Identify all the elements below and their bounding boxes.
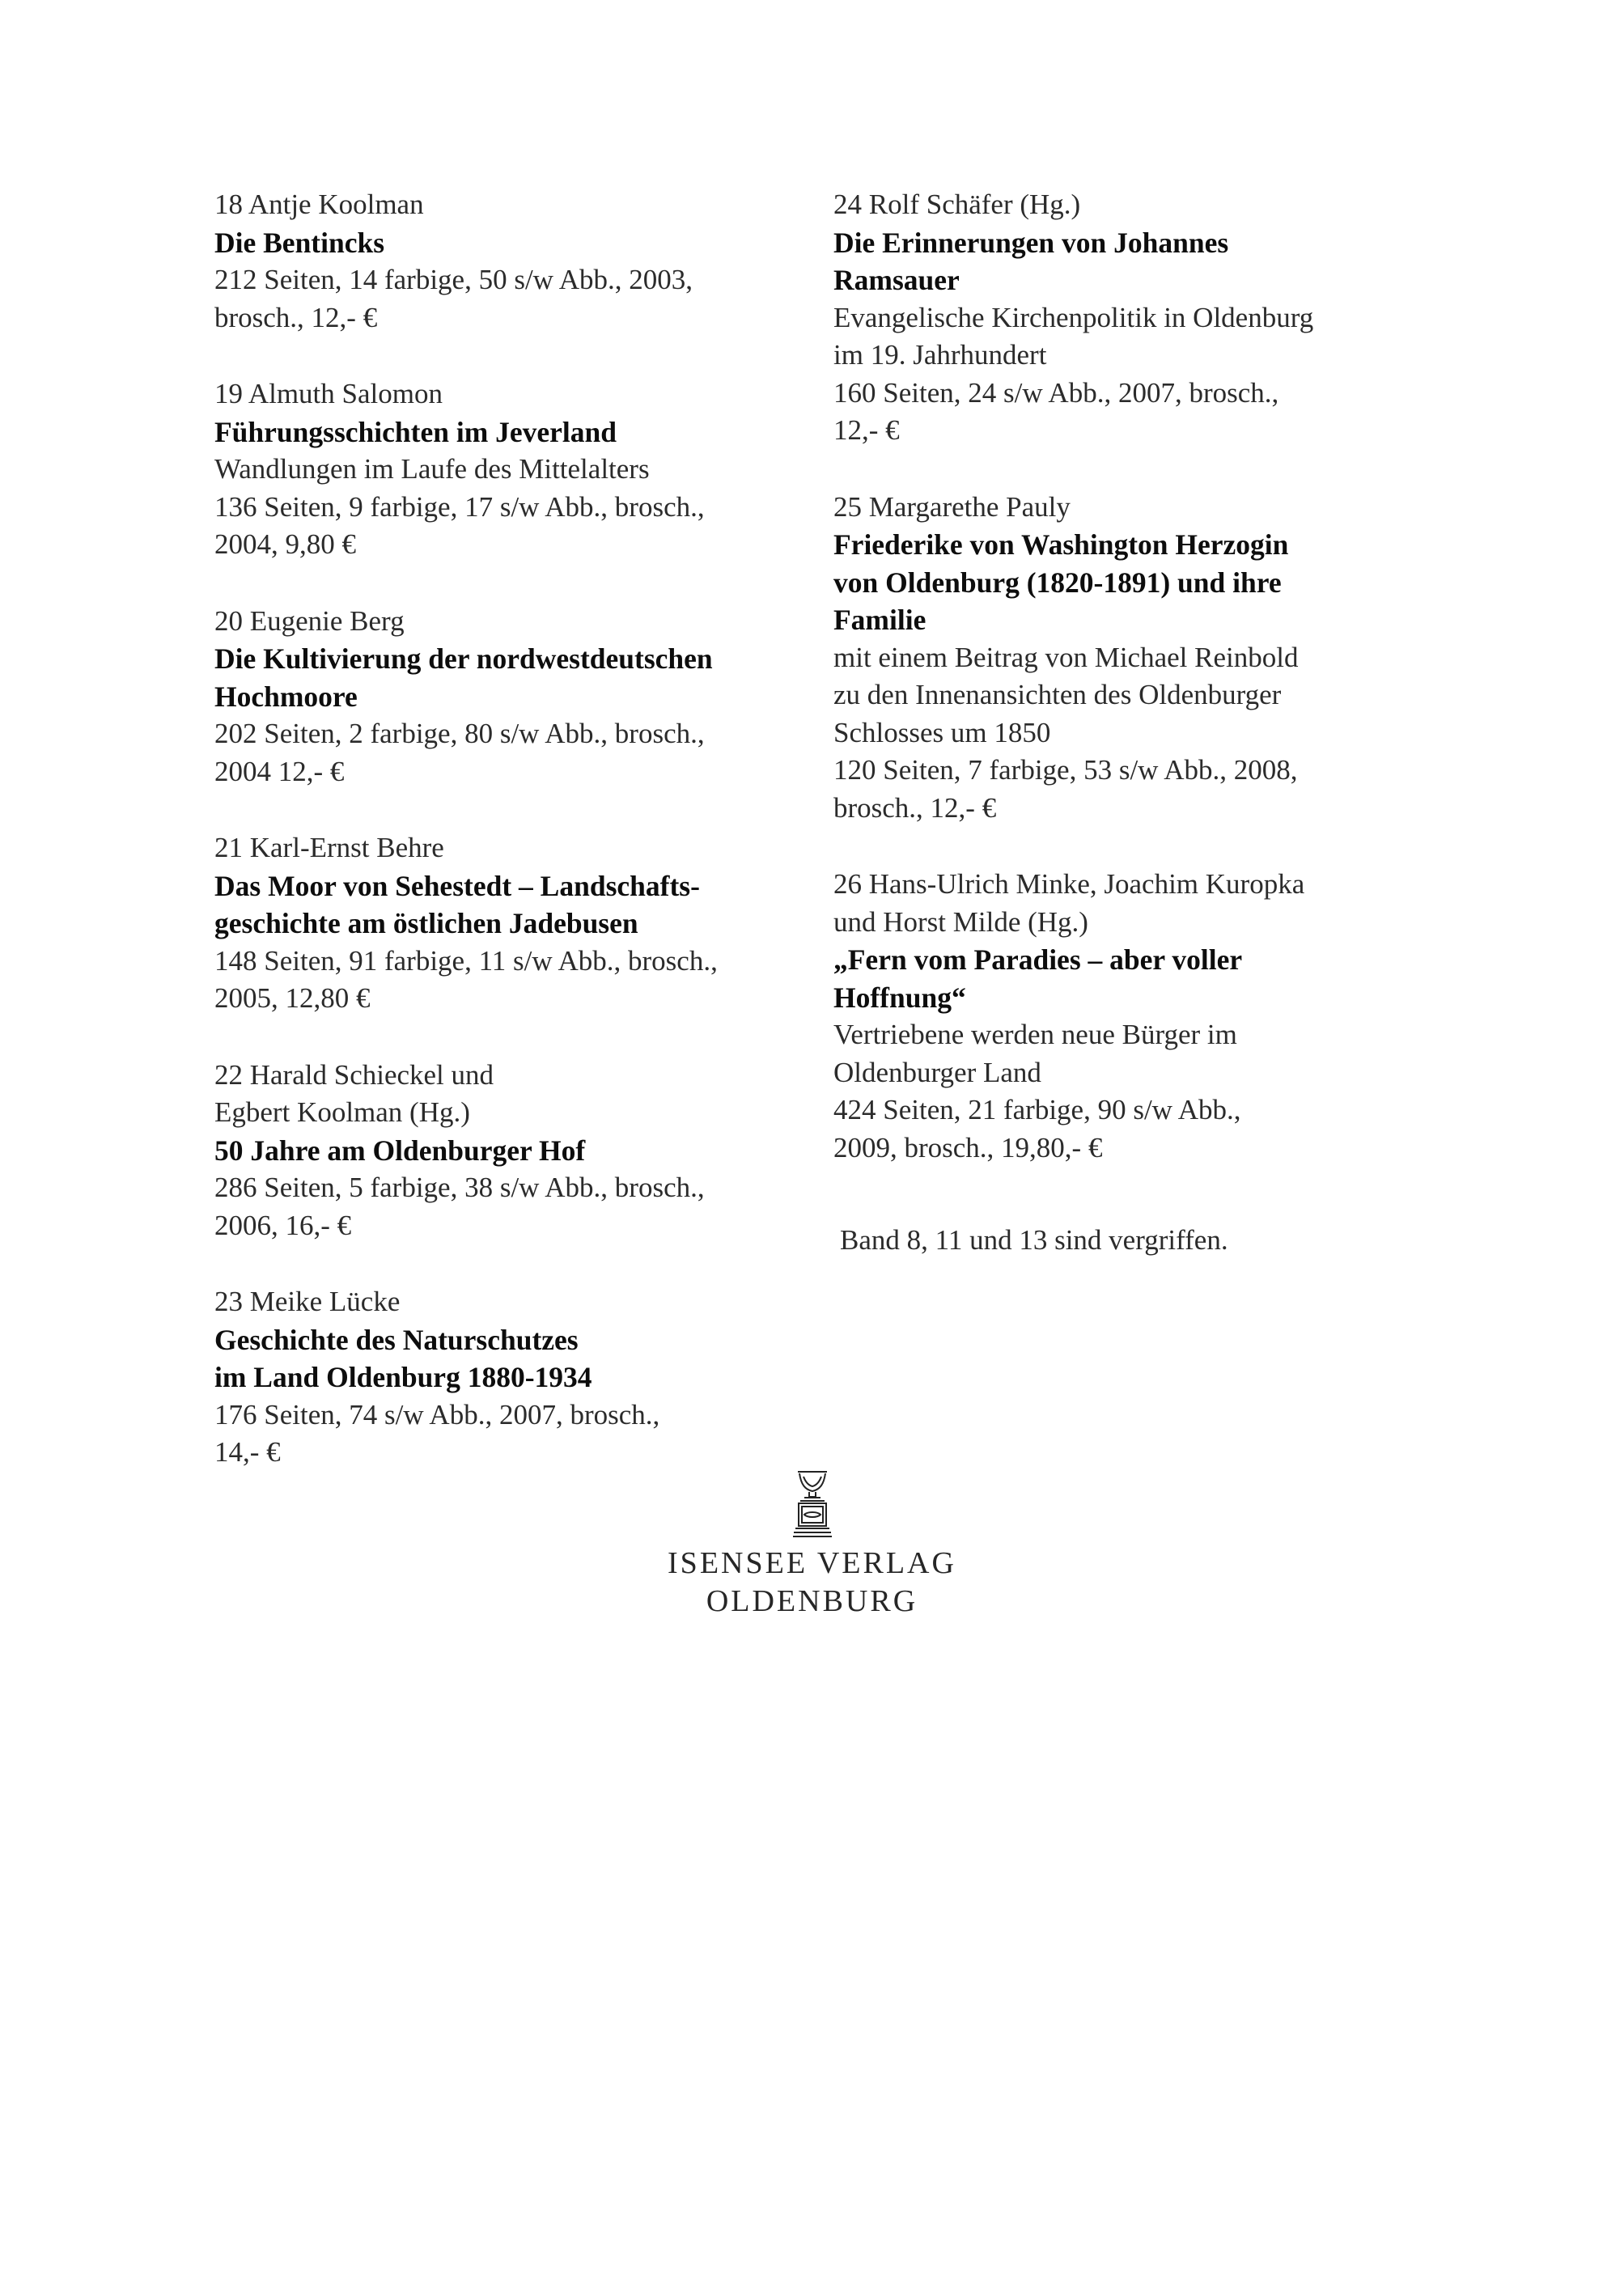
- book-details: 2006, 16,- €: [214, 1209, 352, 1241]
- book-entry: [833, 186, 1448, 450]
- book-subtitle: Wandlungen im Laufe des Mittelalters: [214, 453, 650, 485]
- book-details: 12,- €: [833, 414, 900, 446]
- book-subtitle: Vertriebene werden neue Bürger im: [833, 1019, 1237, 1050]
- book-subtitle: Schlosses um 1850: [833, 716, 1051, 748]
- book-details: 2009, brosch., 19,80,- €: [833, 1131, 1103, 1163]
- book-subtitle: im 19. Jahrhundert: [833, 339, 1047, 371]
- book-entry: [833, 866, 1448, 1167]
- book-details: 136 Seiten, 9 farbige, 17 s/w Abb., brosch.,: [214, 490, 705, 523]
- book-title: Geschichte des Naturschutzes: [214, 1323, 579, 1356]
- book-entry: [214, 375, 829, 564]
- book-title: im Land Oldenburg 1880-1934: [214, 1361, 592, 1393]
- book-title: Die Bentincks: [214, 226, 385, 259]
- book-details: 160 Seiten, 24 s/w Abb., 2007, brosch.,: [833, 376, 1279, 409]
- book-details: brosch., 12,- €: [214, 301, 378, 333]
- left-column: [214, 186, 829, 1511]
- book-author: und Horst Milde (Hg.): [833, 905, 1088, 938]
- book-entry: [214, 1283, 829, 1472]
- book-title: Friederike von Washington Herzogin: [833, 528, 1289, 561]
- book-details: 2004, 9,80 €: [214, 528, 356, 560]
- book-title: Führungsschichten im Jeverland: [214, 415, 617, 448]
- book-author: 26 Hans-Ulrich Minke, Joachim Kuropka: [833, 868, 1305, 900]
- publisher-block: [0, 1469, 1624, 1621]
- book-subtitle: Oldenburger Land: [833, 1056, 1041, 1088]
- book-title: Hoffnung“: [833, 981, 966, 1014]
- book-entry: [214, 829, 829, 1018]
- book-title: Das Moor von Sehestedt – Landschafts-: [214, 869, 700, 902]
- right-column: [833, 186, 1448, 1206]
- book-title: Hochmoore: [214, 680, 358, 713]
- book-title: „Fern vom Paradies – aber voller: [833, 943, 1243, 976]
- urn-pedestal-logo-icon: [791, 1469, 834, 1538]
- book-author: Egbert Koolman (Hg.): [214, 1096, 470, 1128]
- book-title: Die Kultivierung der nordwestdeutschen: [214, 642, 713, 675]
- book-title: geschichte am östlichen Jadebusen: [214, 907, 638, 939]
- book-details: 2005, 12,80 €: [214, 982, 371, 1014]
- book-title: Familie: [833, 604, 926, 636]
- book-details: 120 Seiten, 7 farbige, 53 s/w Abb., 2008,: [833, 754, 1298, 786]
- book-details: 2004 12,- €: [214, 755, 345, 787]
- book-author: 22 Harald Schieckel und: [214, 1058, 494, 1091]
- book-details: 148 Seiten, 91 farbige, 11 s/w Abb., brosch.,: [214, 944, 718, 977]
- book-author: 20 Eugenie Berg: [214, 604, 405, 637]
- out-of-print-note: Band 8, 11 und 13 sind vergriffen.: [840, 1224, 1228, 1256]
- book-details: 212 Seiten, 14 farbige, 50 s/w Abb., 2003,: [214, 264, 693, 295]
- book-title: Ramsauer: [833, 264, 960, 296]
- book-author: 18 Antje Koolman: [214, 189, 424, 220]
- book-entry: [833, 489, 1448, 828]
- book-entry: [214, 603, 829, 791]
- book-author: 23 Meike Lücke: [214, 1286, 401, 1317]
- book-title: von Oldenburg (1820-1891) und ihre: [833, 566, 1282, 599]
- book-details: 176 Seiten, 74 s/w Abb., 2007, brosch.,: [214, 1398, 660, 1430]
- book-entry: [214, 186, 829, 337]
- book-details: 424 Seiten, 21 farbige, 90 s/w Abb.,: [833, 1094, 1241, 1125]
- book-subtitle: zu den Innenansichten des Oldenburger: [833, 679, 1282, 710]
- publisher-city: OLDENBURG: [706, 1584, 918, 1618]
- book-details: 14,- €: [214, 1436, 281, 1468]
- book-details: 202 Seiten, 2 farbige, 80 s/w Abb., brosch.,: [214, 718, 705, 749]
- book-entry: [214, 1057, 829, 1245]
- book-author: 19 Almuth Salomon: [214, 378, 443, 409]
- book-author: 21 Karl-Ernst Behre: [214, 832, 444, 863]
- publisher-name: ISENSEE VERLAG: [668, 1546, 956, 1580]
- book-details: 286 Seiten, 5 farbige, 38 s/w Abb., brosch.,: [214, 1172, 705, 1203]
- book-title: Die Erinnerungen von Johannes: [833, 226, 1229, 259]
- book-subtitle: Evangelische Kirchenpolitik in Oldenburg: [833, 301, 1314, 333]
- book-title: 50 Jahre am Oldenburger Hof: [214, 1134, 586, 1167]
- book-subtitle: mit einem Beitrag von Michael Reinbold: [833, 641, 1299, 673]
- book-details: brosch., 12,- €: [833, 791, 997, 824]
- book-author: 24 Rolf Schäfer (Hg.): [833, 189, 1081, 220]
- book-author: 25 Margarethe Pauly: [833, 490, 1071, 523]
